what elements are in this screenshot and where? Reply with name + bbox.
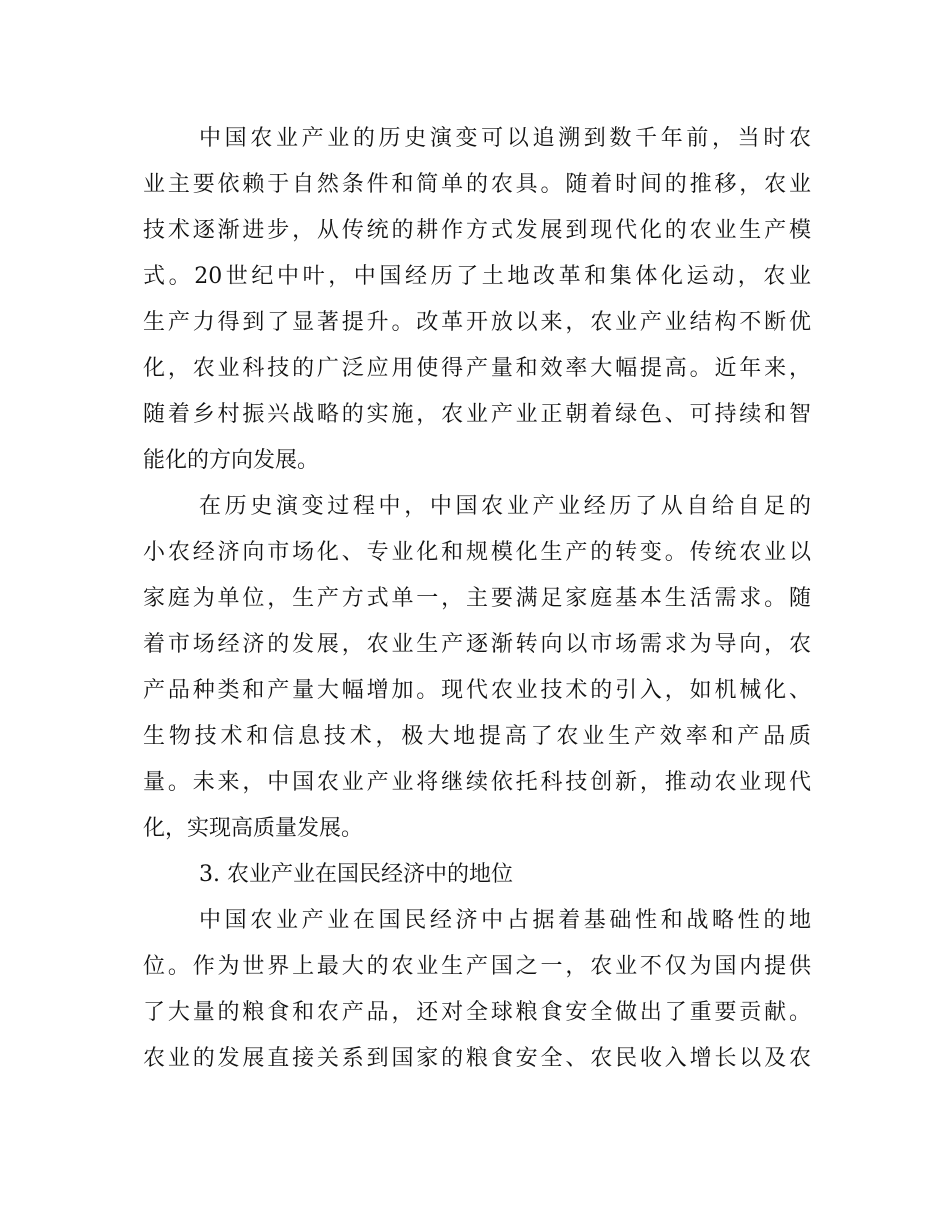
section-heading: 3. 农业产业在国民经济中的地位 [199,862,513,887]
paragraph-1-line-3: 技术逐渐进步，从传统的耕作方式发展到现代化的农业生产模 [143,218,811,243]
paragraph-1-line-2: 业主要依赖于自然条件和简单的农具。随着时间的推移，农业 [143,172,811,197]
paragraph-2-line-6: 生物技术和信息技术，极大地提高了农业生产效率和产品质 [143,724,811,749]
paragraph-3-line-4: 农业的发展直接关系到国家的粮食安全、农民收入增长以及农 [143,1046,811,1071]
paragraph-2-line-1: 在历史演变过程中，中国农业产业经历了从自给自足的 [199,494,811,519]
paragraph-2-line-8: 化，实现高质量发展。 [143,816,364,841]
paragraph-3-line-2: 位。作为世界上最大的农业生产国之一，农业不仅为国内提供 [143,954,811,979]
paragraph-2-line-4: 着市场经济的发展，农业生产逐渐转向以市场需求为导向，农 [143,632,811,657]
paragraph-2-line-3: 家庭为单位，生产方式单一，主要满足家庭基本生活需求。随 [143,586,811,611]
paragraph-2-line-5: 产品种类和产量大幅增加。现代农业技术的引入，如机械化、 [143,678,811,703]
paragraph-1-line-8: 能化的方向发展。 [143,448,320,473]
paragraph-3-line-3: 了大量的粮食和农产品，还对全球粮食安全做出了重要贡献。 [143,1000,811,1025]
paragraph-1-line-6: 化，农业科技的广泛应用使得产量和效率大幅提高。近年来， [143,356,811,381]
paragraph-1-line-5: 生产力得到了显著提升。改革开放以来，农业产业结构不断优 [143,310,811,335]
paragraph-2-line-2: 小农经济向市场化、专业化和规模化生产的转变。传统农业以 [143,540,811,565]
paragraph-1-line-4: 式。20世纪中叶，中国经历了土地改革和集体化运动，农业 [143,264,811,289]
paragraph-2-line-7: 量。未来，中国农业产业将继续依托科技创新，推动农业现代 [143,770,811,795]
paragraph-1-line-1: 中国农业产业的历史演变可以追溯到数千年前，当时农 [199,126,811,151]
paragraph-1-line-7: 随着乡村振兴战略的实施，农业产业正朝着绿色、可持续和智 [143,402,811,427]
paragraph-3-line-1: 中国农业产业在国民经济中占据着基础性和战略性的地 [199,908,811,933]
